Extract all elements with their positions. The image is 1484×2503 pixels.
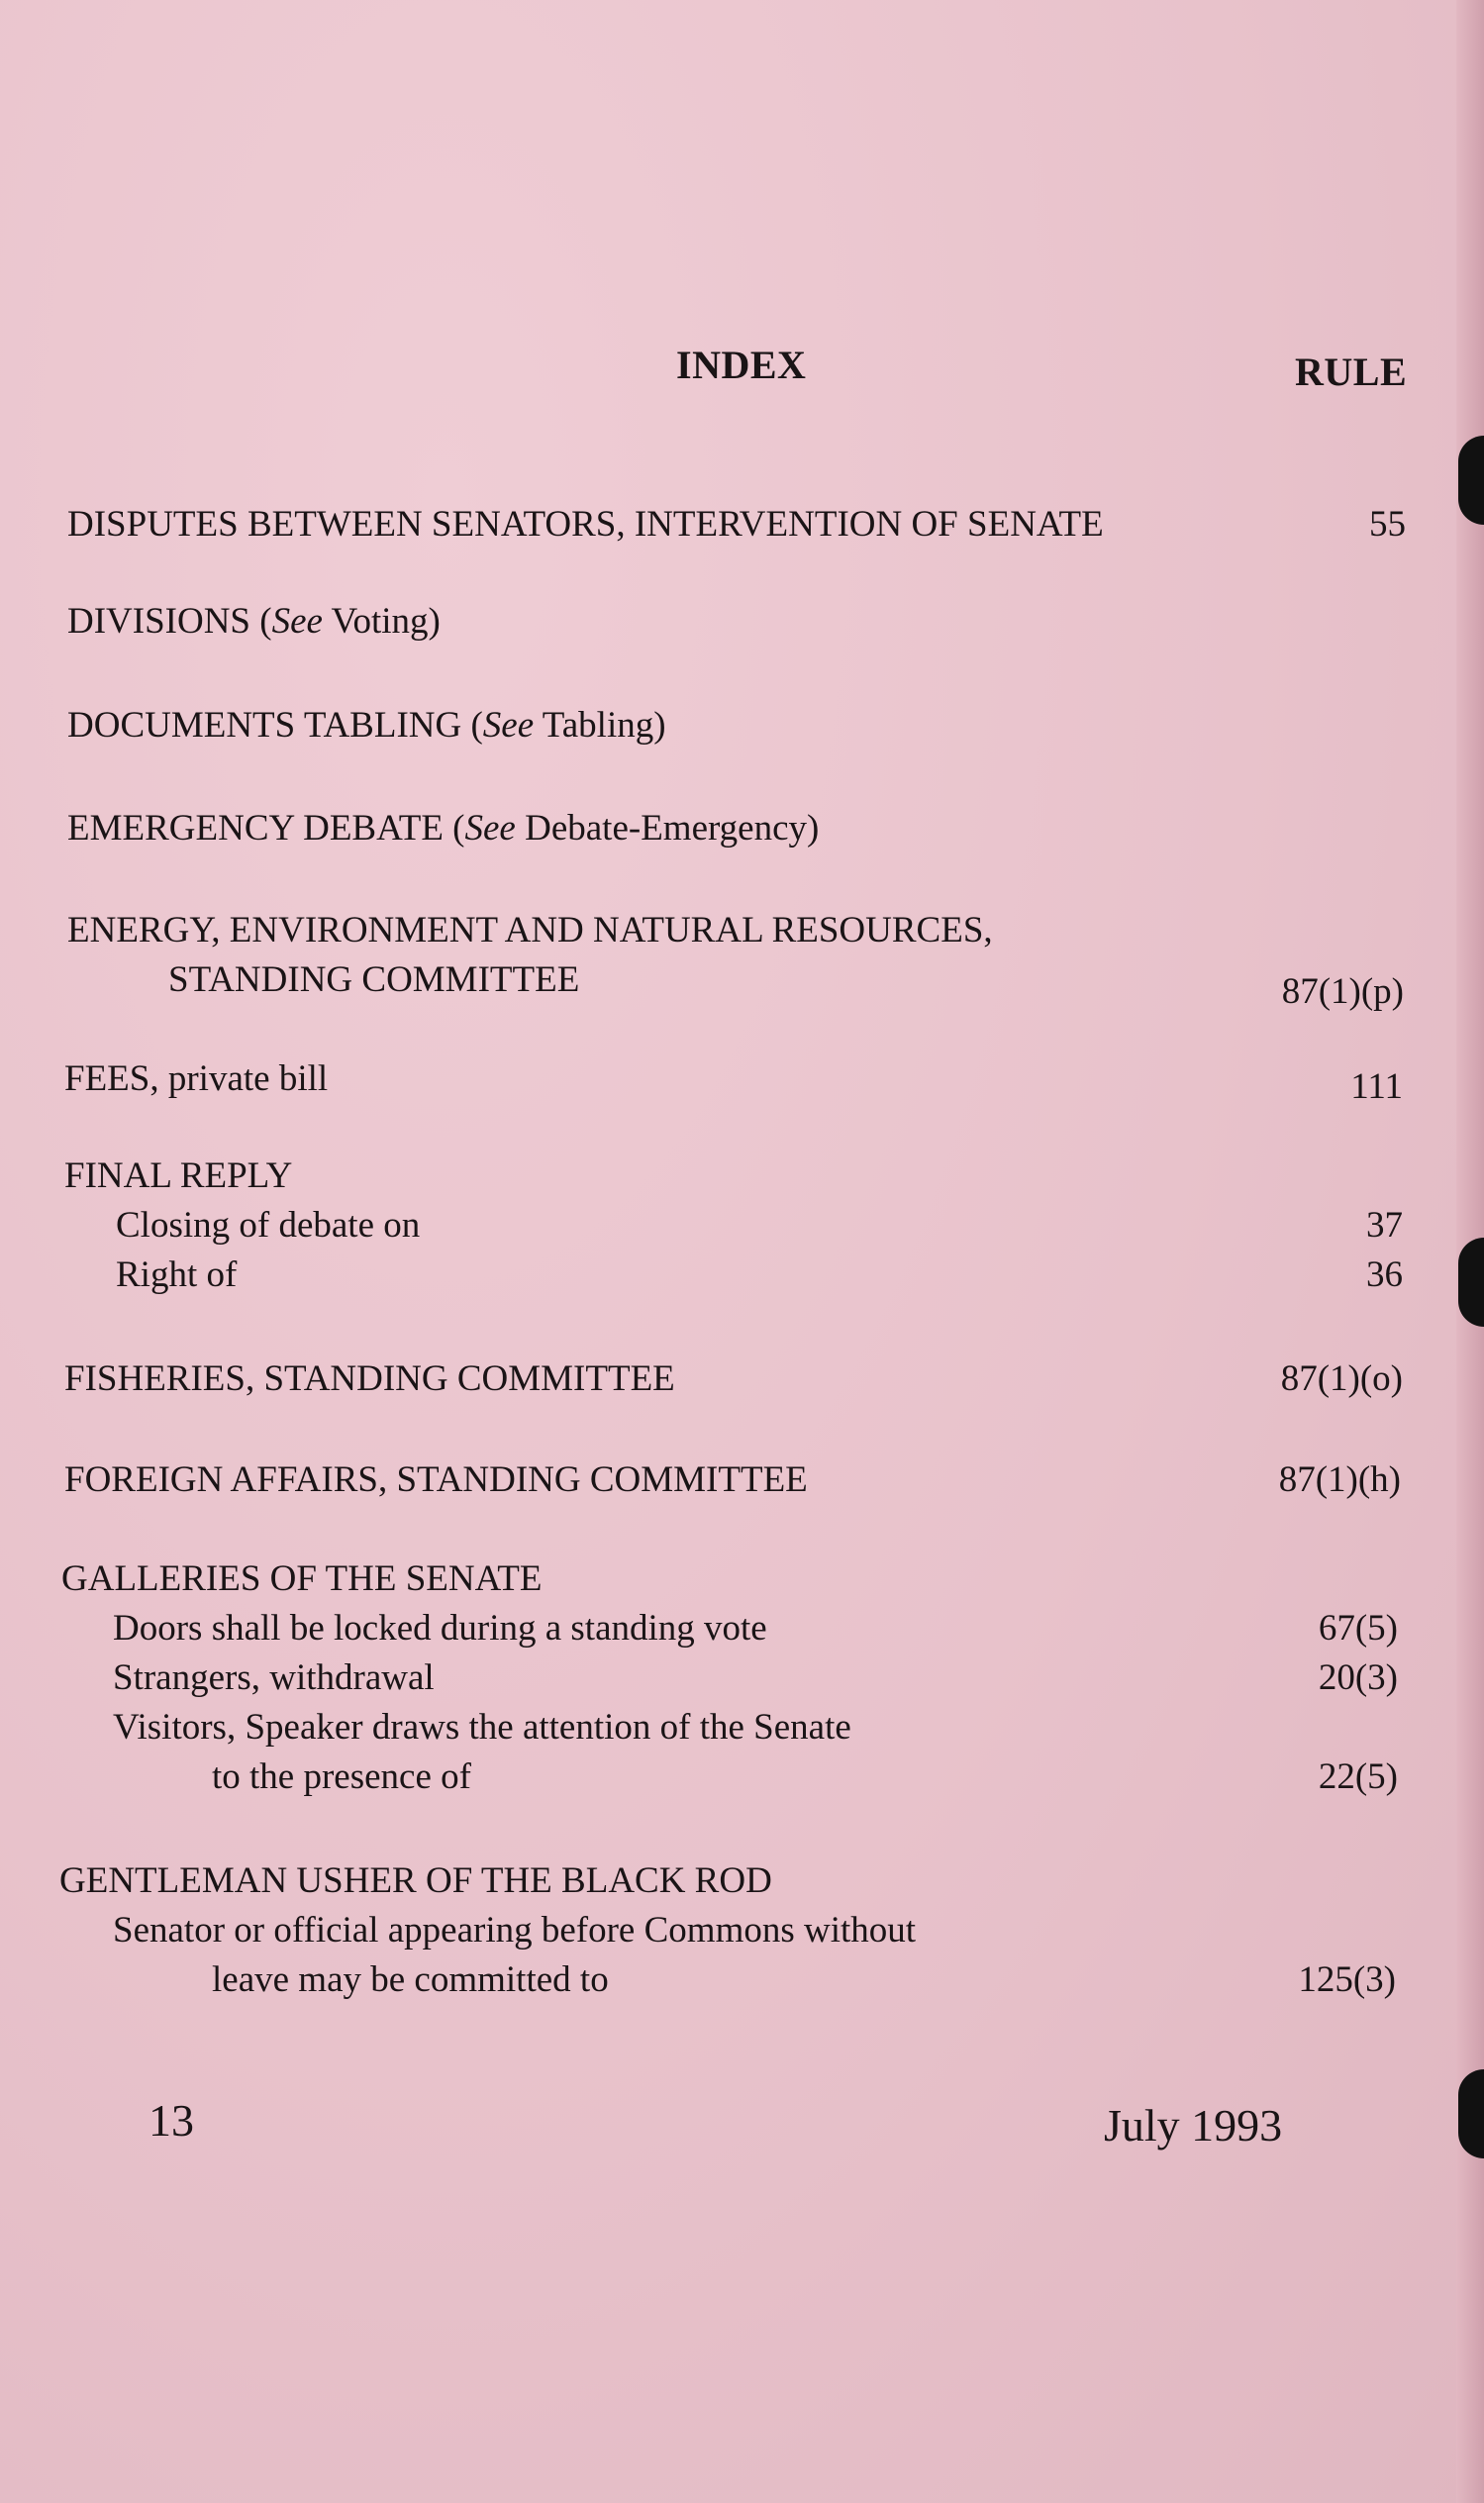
index-entry-divisions — [67, 597, 1473, 647]
entry-text: Strangers, withdrawal — [113, 1657, 435, 1698]
entry-line — [61, 1703, 1398, 1752]
see-reference: See — [482, 705, 535, 746]
index-entry-disputes — [67, 500, 1406, 550]
index-entry-fisheries-committee — [64, 1354, 1403, 1404]
entry-text: DISPUTES BETWEEN SENATORS, INTERVENTION OF SENATE — [67, 504, 1104, 545]
entry-text: Voting) — [322, 601, 441, 642]
rule-number: 37 — [1366, 1205, 1403, 1246]
see-reference: See — [271, 601, 323, 642]
index-entry-documents-tabling — [67, 701, 1473, 751]
rule-number: 20(3) — [1318, 1657, 1398, 1698]
index-entry-foreign-affairs-committee — [64, 1455, 1401, 1505]
entry-text: Tabling) — [534, 705, 666, 746]
entry-text: FINAL REPLY — [64, 1155, 293, 1196]
entry-text: DIVISIONS ( — [67, 601, 272, 642]
entry-text: GALLERIES OF THE SENATE — [61, 1558, 543, 1599]
rule-number: 67(5) — [1318, 1608, 1398, 1649]
entry-line — [64, 1251, 1403, 1300]
entry-text: Doors shall be locked during a standing vote — [113, 1608, 767, 1649]
entry-text: FEES, private bill — [64, 1058, 329, 1099]
entry-line — [64, 1201, 1403, 1251]
binder-tab — [1458, 1238, 1484, 1327]
entry-text: to the presence of — [212, 1756, 471, 1797]
entry-text: Closing of debate on — [116, 1205, 421, 1246]
entry-line — [64, 1354, 1403, 1404]
entry-text: DOCUMENTS TABLING ( — [67, 705, 483, 746]
entry-line — [67, 701, 1473, 751]
entry-text: leave may be committed to — [212, 1959, 609, 2000]
entry-line — [61, 1554, 1398, 1604]
rule-number: 87(1)(o) — [1280, 1358, 1403, 1399]
entry-line — [61, 1653, 1398, 1703]
entry-line — [67, 906, 1404, 955]
rule-number: 55 — [1369, 504, 1406, 545]
entry-text: Right of — [116, 1254, 238, 1295]
entry-line — [59, 1955, 1396, 2005]
binder-tab — [1458, 436, 1484, 525]
entry-text: Senator or official appearing before Commons without — [113, 1910, 917, 1951]
entry-text: GENTLEMAN USHER OF THE BLACK ROD — [59, 1860, 772, 1901]
entry-line — [67, 955, 1404, 1012]
rule-number: 111 — [1350, 1066, 1403, 1107]
entry-text: FISHERIES, STANDING COMMITTEE — [64, 1358, 675, 1399]
binder-tab — [1458, 2069, 1484, 2158]
entry-text: STANDING COMMITTEE — [168, 959, 580, 1000]
entry-line — [67, 500, 1406, 550]
entry-line — [67, 597, 1473, 647]
rule-number: 125(3) — [1298, 1959, 1396, 2000]
revision-date: July 1993 — [1104, 2100, 1283, 2151]
entry-line — [59, 1856, 1396, 1906]
entry-text: FOREIGN AFFAIRS, STANDING COMMITTEE — [64, 1459, 808, 1500]
see-reference: See — [464, 808, 516, 849]
page-number: 13 — [148, 2095, 194, 2146]
entry-line — [64, 1054, 1403, 1107]
entry-line — [61, 1604, 1398, 1653]
entry-text: Visitors, Speaker draws the attention of the Senate — [113, 1707, 851, 1748]
entry-text: EMERGENCY DEBATE ( — [67, 808, 465, 849]
index-heading: INDEX — [676, 343, 807, 387]
index-entry-fees — [64, 1054, 1403, 1107]
entry-line — [61, 1752, 1398, 1802]
index-entry-gentleman-usher — [59, 1856, 1396, 2005]
rule-number: 22(5) — [1318, 1756, 1398, 1797]
entry-line — [64, 1151, 1403, 1201]
index-entry-final-reply — [64, 1151, 1403, 1300]
index-entry-galleries — [61, 1554, 1398, 1802]
entry-text: Debate-Emergency) — [515, 808, 820, 849]
entry-line — [64, 1455, 1401, 1505]
index-entry-emergency-debate — [67, 804, 1473, 853]
rule-number: 36 — [1366, 1254, 1403, 1295]
entry-text: ENERGY, ENVIRONMENT AND NATURAL RESOURCES, — [67, 910, 993, 951]
rule-heading: RULE — [1295, 350, 1408, 394]
entry-line — [67, 804, 1473, 853]
rule-number: 87(1)(h) — [1278, 1459, 1401, 1500]
entry-line — [59, 1906, 1396, 1955]
rule-number: 87(1)(p) — [1281, 971, 1404, 1012]
index-entry-energy-committee — [67, 906, 1404, 1012]
